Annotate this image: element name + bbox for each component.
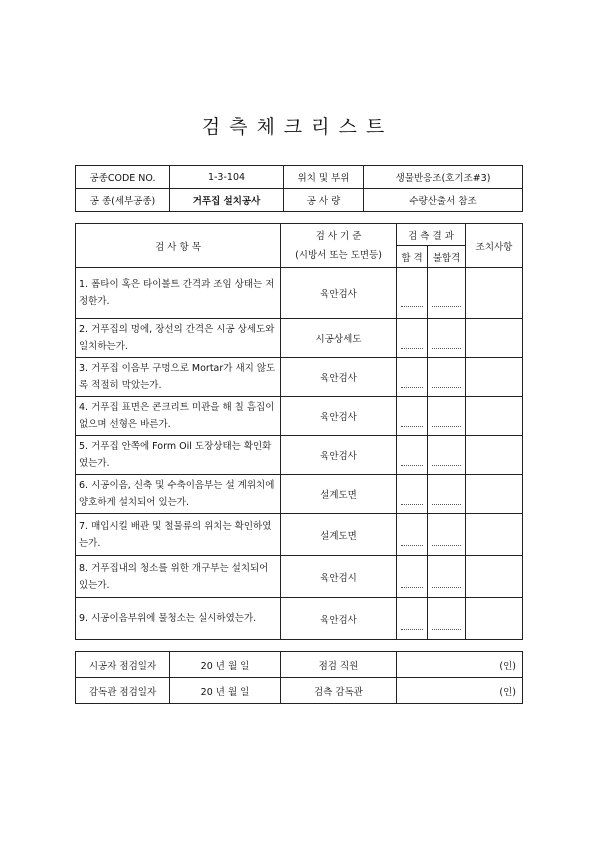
checklist-item: 6. 시공이음, 신축 및 수축이음부는 설 계위치에 양호하게 설치되어 있는가. bbox=[76, 475, 281, 514]
pass-cell[interactable] bbox=[397, 514, 428, 556]
info-table bbox=[75, 165, 523, 212]
fail-cell[interactable] bbox=[428, 436, 466, 475]
fail-cell[interactable] bbox=[428, 514, 466, 556]
header-criteria-title: 검 사 기 준 bbox=[315, 230, 362, 242]
contractor-seal: (인) bbox=[397, 652, 523, 678]
work-value: 거푸집 설치공사 bbox=[170, 189, 284, 212]
checklist-item: 7. 매입시킬 배관 및 철물류의 위치는 확인하였는가. bbox=[76, 514, 281, 556]
supervisor-date: 20 년 월 일 bbox=[170, 678, 281, 704]
action-cell[interactable] bbox=[466, 514, 523, 556]
header-criteria bbox=[281, 224, 397, 268]
pass-cell[interactable] bbox=[397, 475, 428, 514]
action-cell[interactable] bbox=[466, 436, 523, 475]
action-cell[interactable] bbox=[466, 475, 523, 514]
header-pass: 합 격 bbox=[397, 246, 428, 268]
checklist-item: 3. 거푸집 이음부 구멍으로 Mortar가 새지 않도록 적절히 막았는가. bbox=[76, 358, 281, 397]
checklist-row bbox=[76, 514, 523, 556]
code-value: 1-3-104 bbox=[170, 166, 284, 189]
pass-cell[interactable] bbox=[397, 397, 428, 436]
location-value: 생물반응조(호기조#3) bbox=[364, 166, 523, 189]
pass-cell[interactable] bbox=[397, 598, 428, 640]
qty-label: 공 사 량 bbox=[284, 189, 364, 212]
checklist-item: 9. 시공이음부위에 물청소는 실시하였는가. bbox=[76, 598, 281, 640]
checklist-criteria: 육안검사 bbox=[281, 268, 397, 319]
fail-cell[interactable] bbox=[428, 319, 466, 358]
action-cell[interactable] bbox=[466, 268, 523, 319]
checklist-criteria: 육안검사 bbox=[281, 436, 397, 475]
checklist-row bbox=[76, 397, 523, 436]
fail-cell[interactable] bbox=[428, 397, 466, 436]
supervisor-role: 검측 감독관 bbox=[281, 678, 397, 704]
checklist-item: 4. 거푸집 표면은 콘크리트 미관을 해 칠 흠집이 없으며 선형은 바른가. bbox=[76, 397, 281, 436]
contractor-date-label: 시공자 점검일자 bbox=[76, 652, 170, 678]
contractor-date: 20 년 월 일 bbox=[170, 652, 281, 678]
checklist-row bbox=[76, 358, 523, 397]
supervisor-seal: (인) bbox=[397, 678, 523, 704]
checklist-criteria: 시공상세도 bbox=[281, 319, 397, 358]
header-result: 검 측 결 과 bbox=[397, 224, 466, 246]
action-cell[interactable] bbox=[466, 358, 523, 397]
pass-cell[interactable] bbox=[397, 436, 428, 475]
checklist-row bbox=[76, 475, 523, 514]
checklist-table bbox=[75, 223, 523, 640]
checklist-criteria: 육안검사 bbox=[281, 358, 397, 397]
qty-value: 수량산출서 참조 bbox=[364, 189, 523, 212]
checklist-criteria: 설계도면 bbox=[281, 514, 397, 556]
checklist-criteria: 육안검사 bbox=[281, 598, 397, 640]
action-cell[interactable] bbox=[466, 598, 523, 640]
fail-cell[interactable] bbox=[428, 268, 466, 319]
pass-cell[interactable] bbox=[397, 556, 428, 598]
fail-cell[interactable] bbox=[428, 475, 466, 514]
checklist-item: 2. 거푸집의 멍에, 장선의 간격은 시공 상세도와 일치하는가. bbox=[76, 319, 281, 358]
checklist-criteria: 육안검사 bbox=[281, 397, 397, 436]
header-criteria-sub: (시방서 또는 도면등) bbox=[295, 249, 382, 261]
checklist-row bbox=[76, 268, 523, 319]
work-label: 공 종(세부공종) bbox=[76, 189, 170, 212]
checklist-row bbox=[76, 556, 523, 598]
checklist-criteria: 설계도면 bbox=[281, 475, 397, 514]
action-cell[interactable] bbox=[466, 397, 523, 436]
header-fail: 불합격 bbox=[428, 246, 466, 268]
checklist-item: 1. 폼타이 혹은 타이볼트 간격과 조임 상태는 저정한가. bbox=[76, 268, 281, 319]
page-title: 검측체크리스트 bbox=[201, 116, 394, 138]
header-action: 조치사항 bbox=[466, 224, 523, 268]
signature-table bbox=[75, 651, 523, 704]
checklist-criteria: 육안검시 bbox=[281, 556, 397, 598]
code-label: 공종CODE NO. bbox=[76, 166, 170, 189]
supervisor-date-label: 감독관 점검일자 bbox=[76, 678, 170, 704]
contractor-role: 점검 직원 bbox=[281, 652, 397, 678]
pass-cell[interactable] bbox=[397, 358, 428, 397]
checklist-row bbox=[76, 319, 523, 358]
action-cell[interactable] bbox=[466, 556, 523, 598]
fail-cell[interactable] bbox=[428, 358, 466, 397]
action-cell[interactable] bbox=[466, 319, 523, 358]
checklist-item: 8. 거푸집내의 청소를 위한 개구부는 설치되어 있는가. bbox=[76, 556, 281, 598]
checklist-row bbox=[76, 436, 523, 475]
checklist-row bbox=[76, 598, 523, 640]
pass-cell[interactable] bbox=[397, 319, 428, 358]
checklist-item: 5. 거푸집 안쪽에 Form Oil 도장상태는 확인화였는가. bbox=[76, 436, 281, 475]
fail-cell[interactable] bbox=[428, 556, 466, 598]
header-items: 검 사 항 목 bbox=[76, 224, 281, 268]
location-label: 위치 및 부위 bbox=[284, 166, 364, 189]
fail-cell[interactable] bbox=[428, 598, 466, 640]
pass-cell[interactable] bbox=[397, 268, 428, 319]
